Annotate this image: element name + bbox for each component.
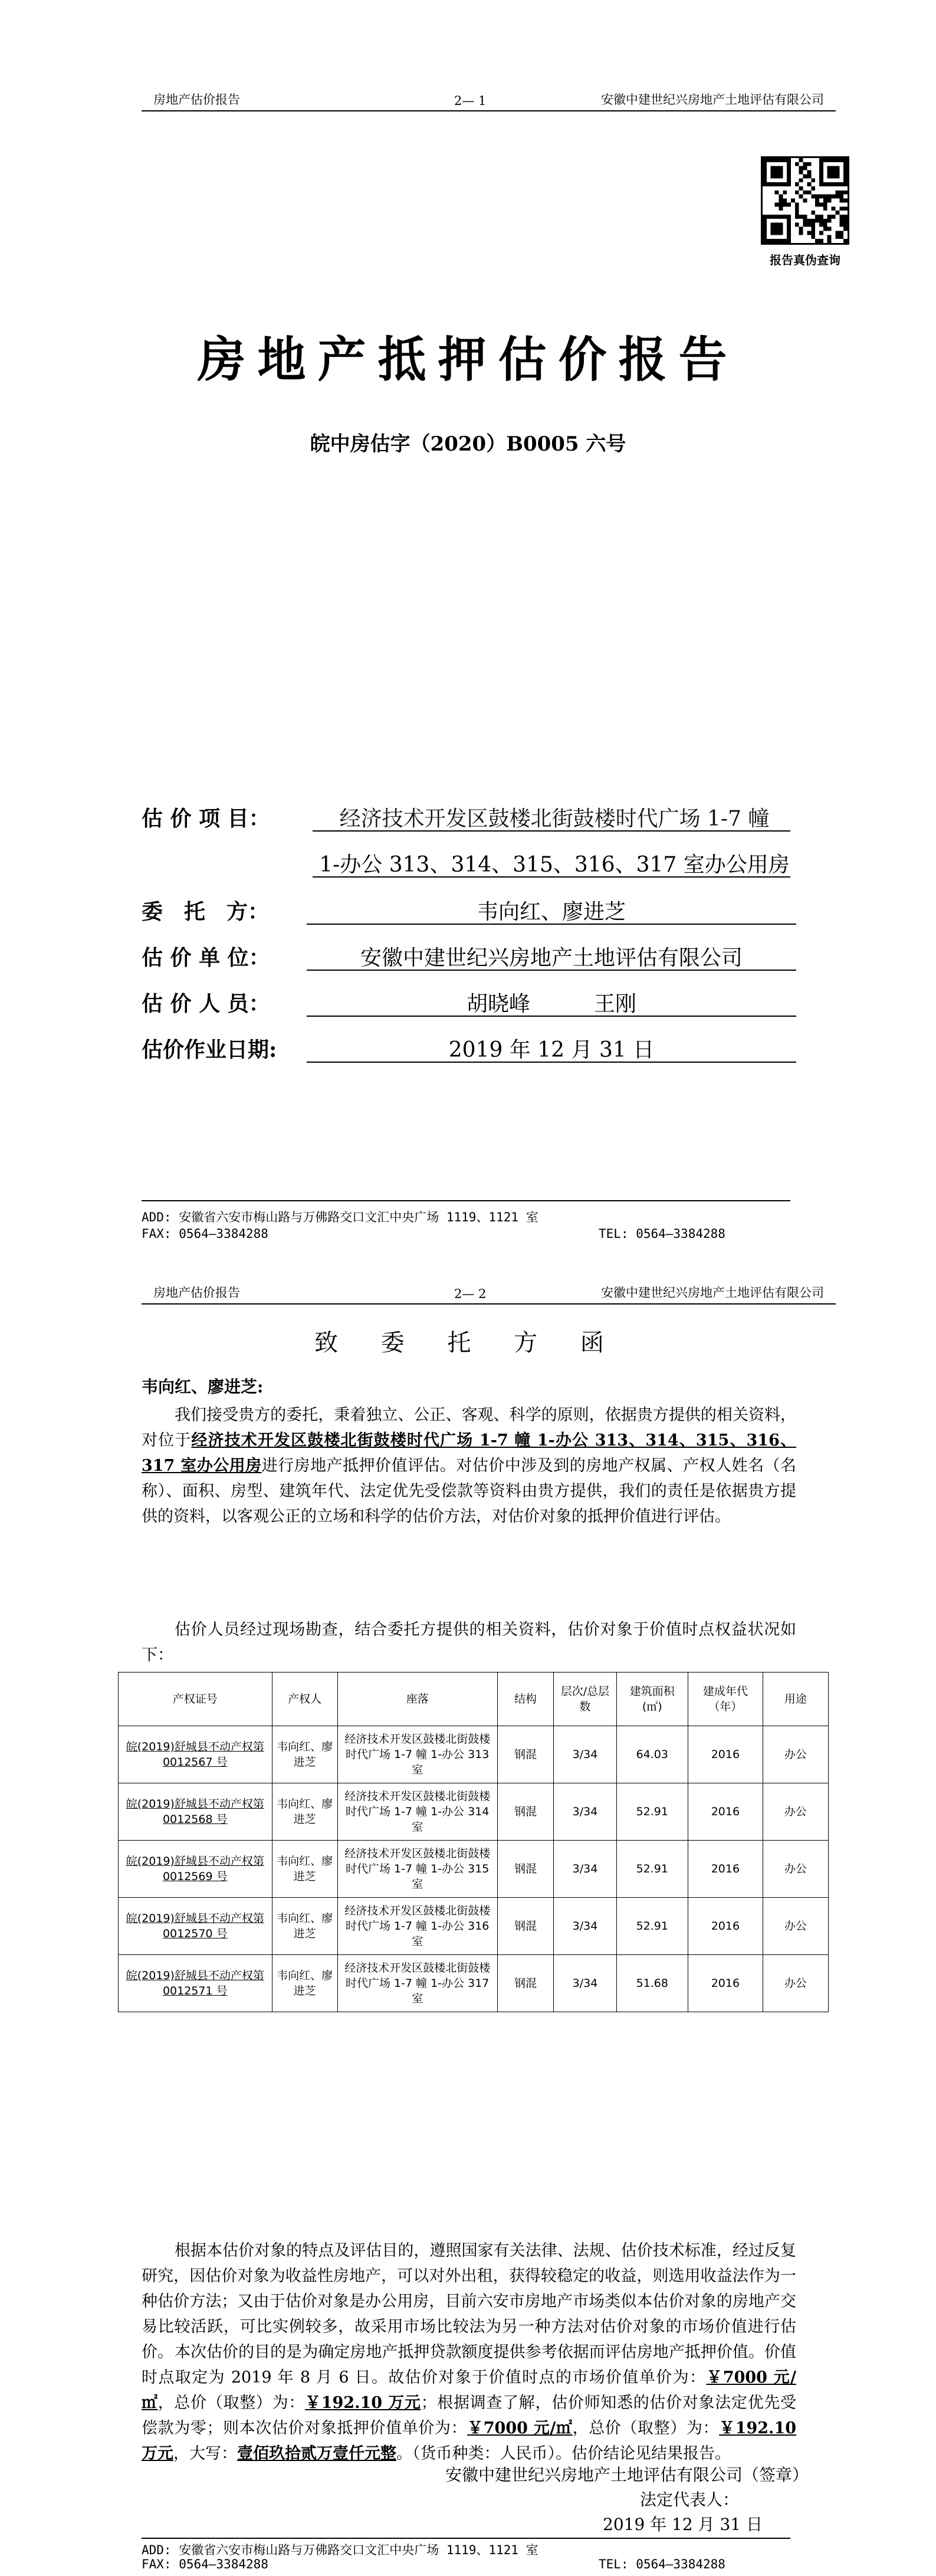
cell-floor: 3/34: [554, 1898, 616, 1955]
cell-floor: 3/34: [554, 1955, 616, 2012]
amount-in-words: 壹佰玖拾贰万壹仟元整: [237, 2444, 396, 2463]
cell-location: 经济技术开发区鼓楼北街鼓楼时代广场 1-7 幢 1-办公 317 室: [337, 1955, 497, 2012]
salutation: 韦向红、廖进芝:: [142, 1377, 264, 1397]
staff-underline: [307, 1016, 796, 1017]
footer-fax: FAX: 0564—3384288: [142, 1227, 268, 1241]
header-company: 安徽中建世纪兴房地产土地评估有限公司: [601, 93, 824, 107]
col-cert: 产权证号: [119, 1673, 272, 1726]
header-left: 房地产估价报告: [153, 93, 240, 107]
cell-year: 2016: [688, 1841, 763, 1898]
footer-address: ADD: 安徽省六安市梅山路与万佛路交口文汇中央广场 1119、1121 室: [142, 2543, 538, 2557]
table-row: [119, 1783, 829, 1841]
client-label: 委 托 方：: [142, 899, 270, 924]
cell-cert: 皖(2019)舒城县不动产权第 0012571 号: [119, 1955, 272, 2012]
cell-area: 64.03: [616, 1726, 688, 1783]
col-floor: 层次/总层数: [554, 1673, 616, 1726]
para4-text-3: ；根据调查了解，估价师知悉的估价对象法定优先受偿款为零；则本次估价对象抵押价值单价为：: [142, 2394, 797, 2437]
cell-use: 办公: [763, 1783, 828, 1841]
cell-year: 2016: [688, 1898, 763, 1955]
mortgage-unit-price: ￥7000 元/㎡: [467, 2419, 573, 2437]
header-page-number: 2— 2: [454, 1287, 487, 1301]
signature-company: 安徽中建世纪兴房地产土地评估有限公司（签章）: [445, 2465, 809, 2485]
signature-date: 2019 年 12 月 31 日: [603, 2515, 763, 2534]
client-value: 韦向红、廖进芝: [477, 900, 626, 924]
cell-area: 52.91: [616, 1898, 688, 1955]
cell-structure: 钢混: [497, 1726, 554, 1783]
cell-cert: 皖(2019)舒城县不动产权第 0012570 号: [119, 1898, 272, 1955]
footer-rule: [142, 1200, 790, 1201]
header-page-number: 2— 1: [454, 94, 487, 108]
para1-text: 我们接受贵方的委托，秉着独立、公正、客观、科学的原则，依据贵方提供的相关资料，对位于: [142, 1406, 796, 1450]
cell-owner: 韦向红、廖进芝: [272, 1955, 337, 2012]
cell-structure: 钢混: [497, 1898, 554, 1955]
para4-text-5: ，大写：: [173, 2444, 237, 2463]
header-company: 安徽中建世纪兴房地产土地评估有限公司: [601, 1286, 824, 1300]
cell-floor: 3/34: [554, 1783, 616, 1841]
cell-area: 52.91: [616, 1783, 688, 1841]
mortgage-total-price: ￥192.10 万元: [142, 2419, 797, 2463]
project-value-line2: 1-办公 313、314、315、316、317 室办公用房: [319, 853, 790, 877]
cell-owner: 韦向红、廖进芝: [272, 1783, 337, 1841]
col-area: 建筑面积(㎡): [616, 1673, 688, 1726]
market-total-price: ￥192.10 万元: [305, 2394, 421, 2412]
table-row: [119, 1726, 829, 1783]
letter-title: 致 委 托 方 函: [314, 1329, 622, 1356]
cell-year: 2016: [688, 1783, 763, 1841]
cell-year: 2016: [688, 1726, 763, 1783]
date-label: 估价作业日期:: [142, 1037, 277, 1062]
cell-cert: 皖(2019)舒城县不动产权第 0012567 号: [119, 1726, 272, 1783]
col-year: 建成年代（年）: [688, 1673, 763, 1726]
table-row: [119, 1955, 829, 2012]
footer-tel: TEL: 0564—3384288: [599, 1227, 725, 1241]
signature-representative: 法定代表人：: [640, 2490, 740, 2509]
cell-cert: 皖(2019)舒城县不动产权第 0012568 号: [119, 1783, 272, 1841]
footer-address: ADD: 安徽省六安市梅山路与万佛路交口文汇中央广场 1119、1121 室: [142, 1210, 538, 1224]
cell-location: 经济技术开发区鼓楼北街鼓楼时代广场 1-7 幢 1-办公 313 室: [337, 1726, 497, 1783]
cell-owner: 韦向红、廖进芝: [272, 1841, 337, 1898]
appraiser-label: 估 价 单 位：: [142, 945, 270, 970]
property-table: [118, 1672, 829, 2012]
cell-use: 办公: [763, 1841, 828, 1898]
document-number: 皖中房估字（2020）B0005 六号: [310, 432, 626, 456]
footer-fax: FAX: 0564—3384288: [142, 2557, 268, 2571]
paragraph-1: [142, 1402, 796, 1529]
page-header: [142, 1280, 836, 1305]
paragraph-3: 根据本估价对象的特点及评估目的，遵照国家有关法律、法规、估价技术标准，经过反复研究，因估价对象为收益性房地产，可以对外出租，获得较稳定的收益，则选用收益法作为一种估价方法；又由于估价对象是办公用房，目前六安市房地产市场类似本估价对象的房地产交易比较活跃，可比实例较多，故采用市场比较法为另一种方法对估价对象的市场价值进行估价。: [142, 2242, 796, 2361]
cell-structure: 钢混: [497, 1841, 554, 1898]
cell-cert: 皖(2019)舒城县不动产权第 0012569 号: [119, 1841, 272, 1898]
cell-owner: 韦向红、廖进芝: [272, 1898, 337, 1955]
col-location: 座落: [337, 1673, 497, 1726]
market-unit-price: ￥7000 元/㎡: [142, 2368, 796, 2412]
cell-structure: 钢混: [497, 1783, 554, 1841]
footer-tel: TEL: 0564—3384288: [599, 2557, 725, 2571]
date-underline: [307, 1062, 796, 1063]
cell-location: 经济技术开发区鼓楼北街鼓楼时代广场 1-7 幢 1-办公 315 室: [337, 1841, 497, 1898]
para4-text-6: 。（货币种类：人民币）。估价结论见结果报告。: [396, 2444, 731, 2463]
paragraph-4: [142, 2340, 796, 2466]
table-header-row: [119, 1673, 829, 1726]
cell-location: 经济技术开发区鼓楼北街鼓楼时代广场 1-7 幢 1-办公 314 室: [337, 1783, 497, 1841]
paragraph-2: 估价人员经过现场勘查，结合委托方提供的相关资料，估价对象于价值时点权益状况如下：: [142, 1621, 796, 1664]
qr-caption: 报告真伪查询: [770, 253, 840, 267]
project-underline-1: [313, 830, 790, 832]
staff-value: 胡晓峰 王刚: [466, 992, 636, 1016]
date-value: 2019 年 12 月 31 日: [448, 1038, 655, 1062]
para4-text: 本次估价的目的是为确定房地产抵押贷款额度提供参考依据而评估房地产抵押价值。价值时点取定为 2019 年 8 月 6 日。故估价对象于价值时点的市场价值单价为：: [142, 2343, 796, 2387]
col-owner: 产权人: [272, 1673, 337, 1726]
header-left: 房地产估价报告: [153, 1286, 240, 1300]
cell-use: 办公: [763, 1726, 828, 1783]
report-title: 房地产抵押估价报告: [197, 331, 739, 388]
table-row: [119, 1841, 829, 1898]
cell-area: 52.91: [616, 1841, 688, 1898]
page-header: [142, 91, 836, 111]
qr-code-icon[interactable]: [761, 156, 849, 245]
para4-text-2: ，总价（取整）为：: [157, 2394, 306, 2412]
cell-floor: 3/34: [554, 1841, 616, 1898]
cell-floor: 3/34: [554, 1726, 616, 1783]
para4-text-4: ，总价（取整）为：: [572, 2419, 720, 2437]
client-underline: [307, 924, 796, 925]
para1-property: 经济技术开发区鼓楼北街鼓楼时代广场 1-7 幢 1-办公 313、314、315、316、317 室办公用房: [142, 1431, 796, 1475]
para1-text-rest: 进行房地产抵押价值评估。对估价中涉及到的房地产权属、产权人姓名（名称）、面积、房型、建筑年代、法定优先受偿款等资料由贵方提供，我们的责任是依据贵方提供的资料，以客观公正的立场和科学的估价方法，对估价对象的抵押价值进行评估。: [142, 1457, 796, 1526]
cell-use: 办公: [763, 1898, 828, 1955]
project-label: 估 价 项 目：: [142, 806, 270, 831]
staff-label: 估 价 人 员：: [142, 991, 270, 1016]
project-underline-2: [313, 876, 790, 878]
table-row: [119, 1898, 829, 1955]
appraiser-underline: [307, 970, 796, 971]
col-use: 用途: [763, 1673, 828, 1726]
cell-owner: 韦向红、廖进芝: [272, 1726, 337, 1783]
report-cover-page: [0, 0, 936, 1280]
cell-use: 办公: [763, 1955, 828, 2012]
col-structure: 结构: [497, 1673, 554, 1726]
cell-year: 2016: [688, 1955, 763, 2012]
footer-rule: [142, 2538, 790, 2539]
cell-structure: 钢混: [497, 1955, 554, 2012]
appraiser-value: 安徽中建世纪兴房地产土地评估有限公司: [360, 946, 743, 970]
cell-location: 经济技术开发区鼓楼北街鼓楼时代广场 1-7 幢 1-办公 316 室: [337, 1898, 497, 1955]
project-value-line1: 经济技术开发区鼓楼北街鼓楼时代广场 1-7 幢: [339, 807, 770, 831]
table-body: [119, 1726, 829, 2012]
cell-area: 51.68: [616, 1955, 688, 2012]
